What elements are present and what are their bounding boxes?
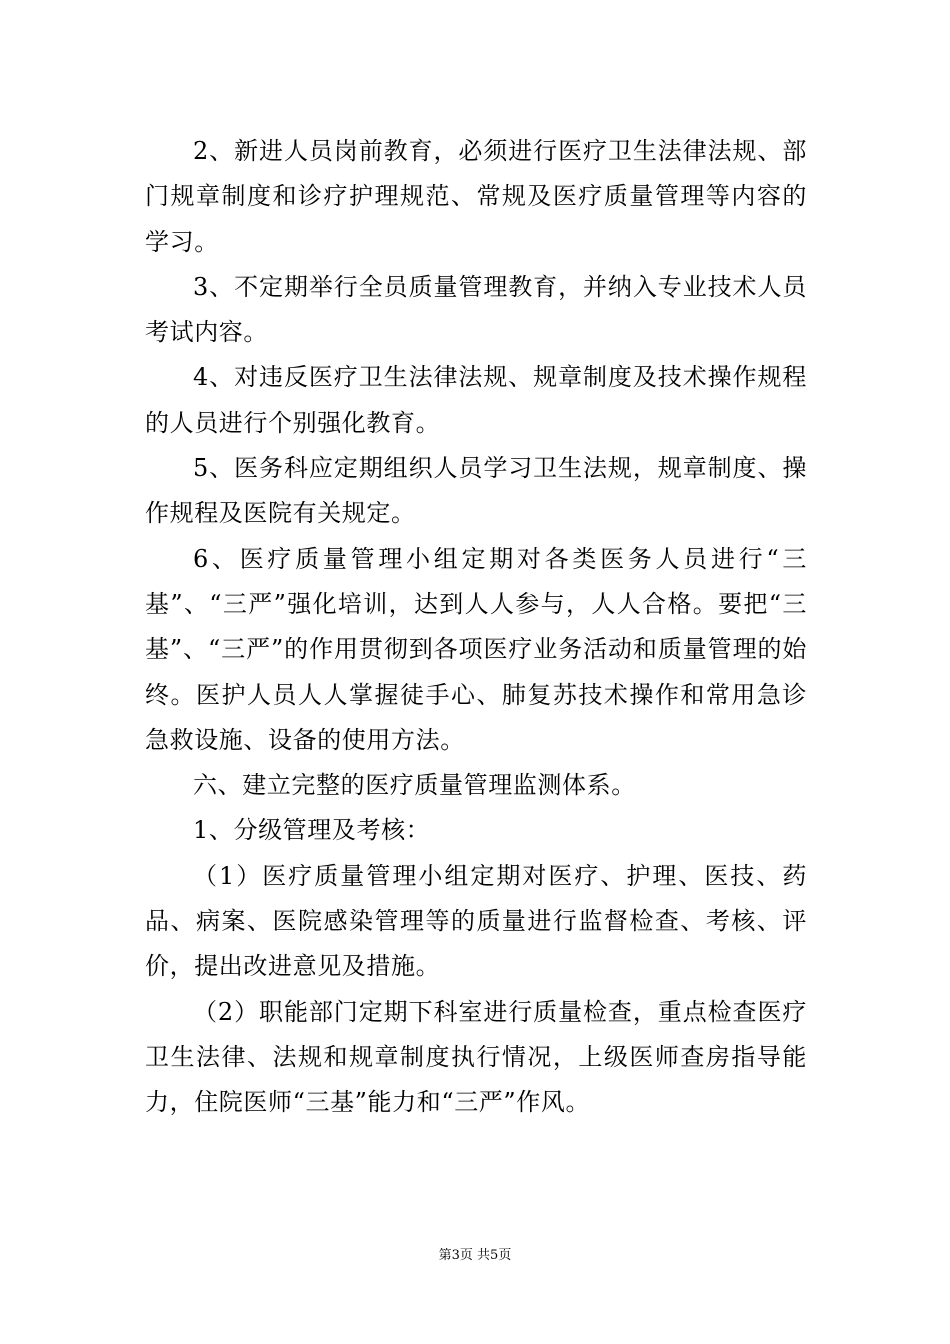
paragraph-pre-job-education: 2、新进人员岗前教育，必须进行医疗卫生法律法规、部门规章制度和诊疗护理规范、常规及医疗质量管理等内容的学习。	[145, 137, 807, 256]
document-body	[145, 129, 807, 1126]
paragraph-quality-team-inspection: （1）医疗质量管理小组定期对医疗、护理、医技、药品、病案、医院感染管理等的质量进行监督检查、考核、评价，提出改进意见及措施。	[145, 861, 807, 981]
paragraph-quality-education: 3、不定期举行全员质量管理教育，并纳入专业技术人员考试内容。	[145, 272, 807, 347]
section-heading-monitoring-system: 六、建立完整的医疗质量管理监测体系。	[193, 771, 636, 800]
paragraph-three-basics-training: 6、医疗质量管理小组定期对各类医务人员进行“三基”、“三严”强化培训，达到人人参与，人人合格。要把“三基”、“三严”的作用贯彻到各项医疗业务活动和质量管理的始终。医护人员人人掌握徒手心、肺复苏技术操作和常用急诊急救设施、设备的使用方法。	[145, 544, 807, 754]
page-number-footer: 第3页 共5页	[438, 1248, 512, 1263]
paragraph-department-inspection: （2）职能部门定期下科室进行质量检查，重点检查医疗卫生法律、法规和规章制度执行情况，上级医师查房指导能力，住院医师“三基”能力和“三严”作风。	[145, 997, 807, 1117]
paragraph-regulation-study: 5、医务科应定期组织人员学习卫生法规，规章制度、操作规程及医院有关规定。	[145, 454, 807, 528]
paragraph-violation-education: 4、对违反医疗卫生法律法规、规章制度及技术操作规程的人员进行个别强化教育。	[145, 363, 807, 437]
subheading-graded-management: 1、分级管理及考核：	[193, 816, 431, 845]
